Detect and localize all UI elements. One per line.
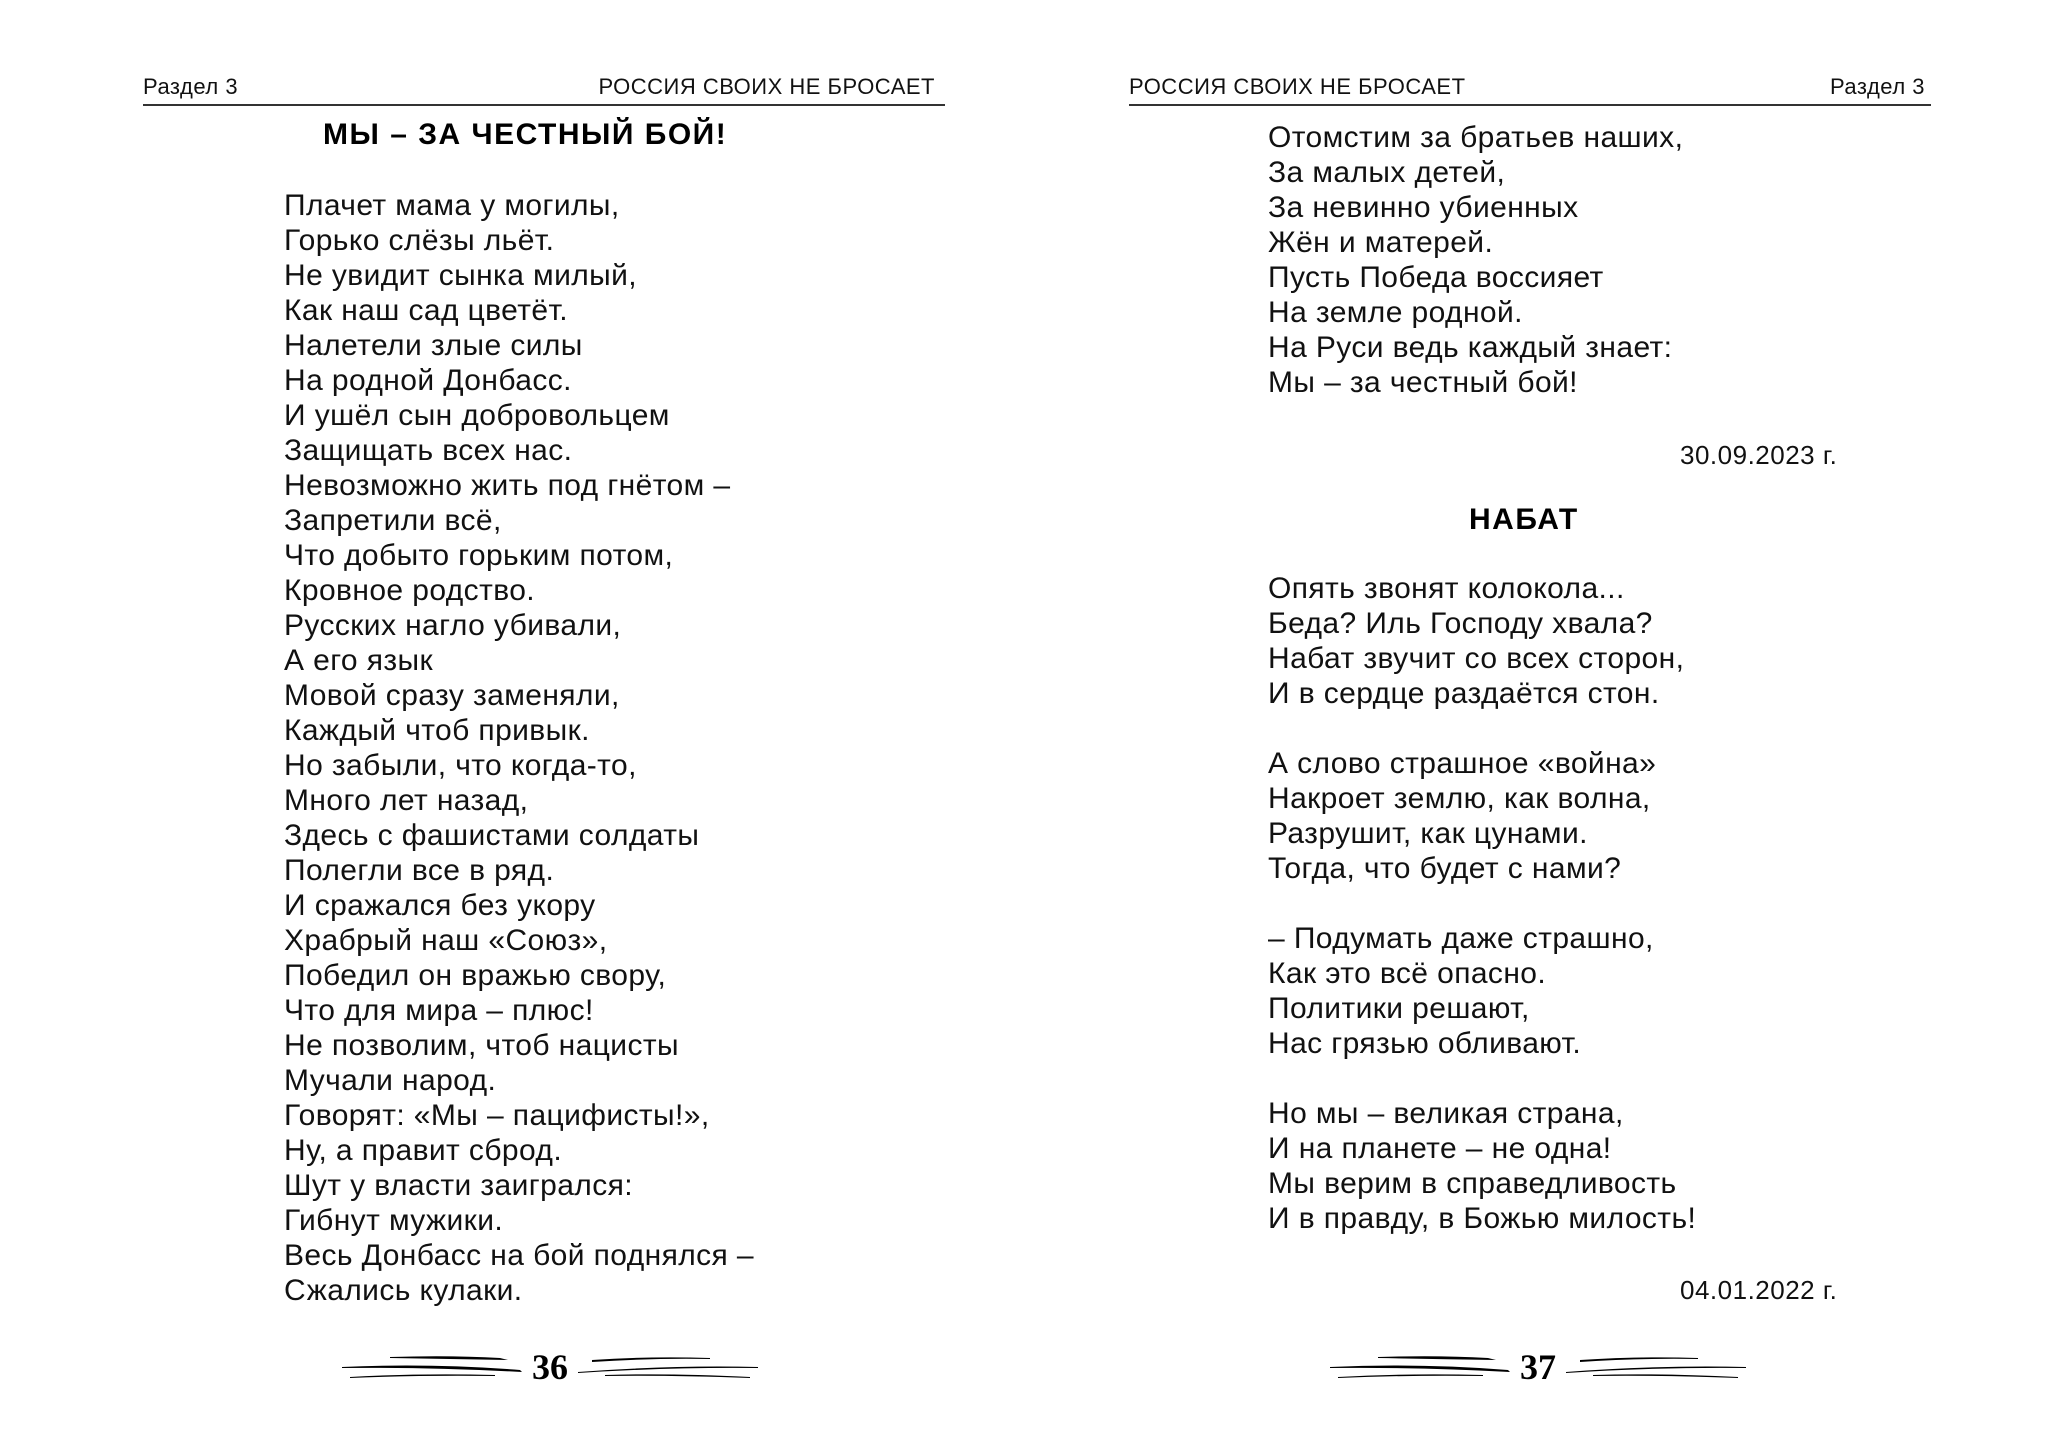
verse-line: Не позволим, чтоб нацисты xyxy=(284,1029,679,1062)
stanza-break xyxy=(1268,1061,1696,1096)
verse-line: – Подумать даже страшно, xyxy=(1268,922,1654,955)
verse-line: На родной Донбасс. xyxy=(284,364,572,397)
verse-line: Жён и матерей. xyxy=(1268,226,1494,259)
verse-line: И в правду, в Божью милость! xyxy=(1268,1202,1697,1235)
verse-line: Но забыли, что когда-то, xyxy=(284,749,637,782)
verse-line: И на планете – не одна! xyxy=(1268,1132,1612,1165)
page-number: 36 xyxy=(532,1347,568,1387)
stanza-break xyxy=(1268,711,1696,746)
poem-body xyxy=(1268,571,1696,1236)
verse-line: Как это всё опасно. xyxy=(1268,957,1547,990)
poem-date: 04.01.2022 г. xyxy=(1680,1275,1838,1305)
verse-line: Полегли все в ряд. xyxy=(284,854,555,887)
verse-line: Говорят: «Мы – пацифисты!», xyxy=(284,1099,710,1132)
verse-line: Кровное родство. xyxy=(284,574,536,607)
section-label: Раздел 3 xyxy=(143,74,239,99)
verse-line: Что добыто горьким потом, xyxy=(284,539,674,572)
verse-line: Здесь с фашистами солдаты xyxy=(284,819,700,852)
verse-line: Тогда, что будет с нами? xyxy=(1268,852,1622,885)
verse-line: Весь Донбасс на бой поднялся – xyxy=(284,1239,754,1272)
verse-line: Мы верим в справедливость xyxy=(1268,1167,1677,1200)
book-title: РОССИЯ СВОИХ НЕ БРОСАЕТ xyxy=(598,74,935,99)
verse-line: Запретили всё, xyxy=(284,504,502,537)
verse-line: Невозможно жить под гнётом – xyxy=(284,469,731,502)
verse-line: Плачет мама у могилы, xyxy=(284,189,620,222)
section-label: Раздел 3 xyxy=(1829,74,1925,99)
poem-continuation xyxy=(1268,120,1683,400)
verse-line: Мовой сразу заменяли, xyxy=(284,679,620,712)
stanza-break xyxy=(1268,886,1696,921)
poem-title: НАБАТ xyxy=(1469,503,1579,536)
verse-line: Не увидит сынка милый, xyxy=(284,259,637,292)
verse-line: Но мы – великая страна, xyxy=(1268,1097,1624,1130)
page-number-ornament xyxy=(330,1340,770,1400)
verse-line: Храбрый наш «Союз», xyxy=(284,924,608,957)
verse-line: Налетели злые силы xyxy=(284,329,583,362)
verse-line: А его язык xyxy=(284,644,434,677)
verse-line: Победил он вражью свору, xyxy=(284,959,667,992)
verse-line: Много лет назад, xyxy=(284,784,529,817)
verse-line: За невинно убиенных xyxy=(1268,191,1579,224)
verse-line: Защищать всех нас. xyxy=(284,434,573,467)
verse-line: Опять звонят колокола... xyxy=(1268,572,1625,605)
verse-line: Горько слёзы льёт. xyxy=(284,224,555,257)
verse-line: За малых детей, xyxy=(1268,156,1506,189)
verse-line: Набат звучит со всех сторон, xyxy=(1268,642,1685,675)
verse-line: А слово страшное «война» xyxy=(1268,747,1657,780)
poem-body xyxy=(284,188,754,1308)
verse-line: Каждый чтоб привык. xyxy=(284,714,590,747)
verse-line: Что для мира – плюс! xyxy=(284,994,594,1027)
page-number-ornament xyxy=(1318,1340,1758,1400)
verse-line: Как наш сад цветёт. xyxy=(284,294,569,327)
page-number: 37 xyxy=(1520,1347,1556,1387)
verse-line: Шут у власти заигрался: xyxy=(284,1169,633,1202)
book-title: РОССИЯ СВОИХ НЕ БРОСАЕТ xyxy=(1129,74,1466,99)
verse-line: И ушёл сын добровольцем xyxy=(284,399,670,432)
verse-line: Беда? Иль Господу хвала? xyxy=(1268,607,1653,640)
verse-line: Разрушит, как цунами. xyxy=(1268,817,1588,850)
verse-line: Нас грязью обливают. xyxy=(1268,1027,1582,1060)
verse-line: Мы – за честный бой! xyxy=(1268,366,1578,399)
verse-line: И в сердце раздаётся стон. xyxy=(1268,677,1660,710)
verse-line: И сражался без укору xyxy=(284,889,596,922)
verse-line: Отомстим за братьев наших, xyxy=(1268,121,1684,154)
verse-line: Русских нагло убивали, xyxy=(284,609,622,642)
running-header xyxy=(1129,72,1931,106)
verse-line: Пусть Победа воссияет xyxy=(1268,261,1604,294)
verse-line: На Руси ведь каждый знает: xyxy=(1268,331,1673,364)
verse-line: Мучали народ. xyxy=(284,1064,497,1097)
verse-line: Гибнут мужики. xyxy=(284,1204,504,1237)
verse-line: Сжались кулаки. xyxy=(284,1274,523,1307)
verse-line: Политики решают, xyxy=(1268,992,1530,1025)
verse-line: Ну, а правит сброд. xyxy=(284,1134,563,1167)
running-header xyxy=(143,72,945,106)
poem-title: МЫ – ЗА ЧЕСТНЫЙ БОЙ! xyxy=(323,118,728,151)
verse-line: Накроет землю, как волна, xyxy=(1268,782,1651,815)
verse-line: На земле родной. xyxy=(1268,296,1523,329)
right-page xyxy=(1029,0,2058,1454)
poem-date: 30.09.2023 г. xyxy=(1680,440,1838,470)
